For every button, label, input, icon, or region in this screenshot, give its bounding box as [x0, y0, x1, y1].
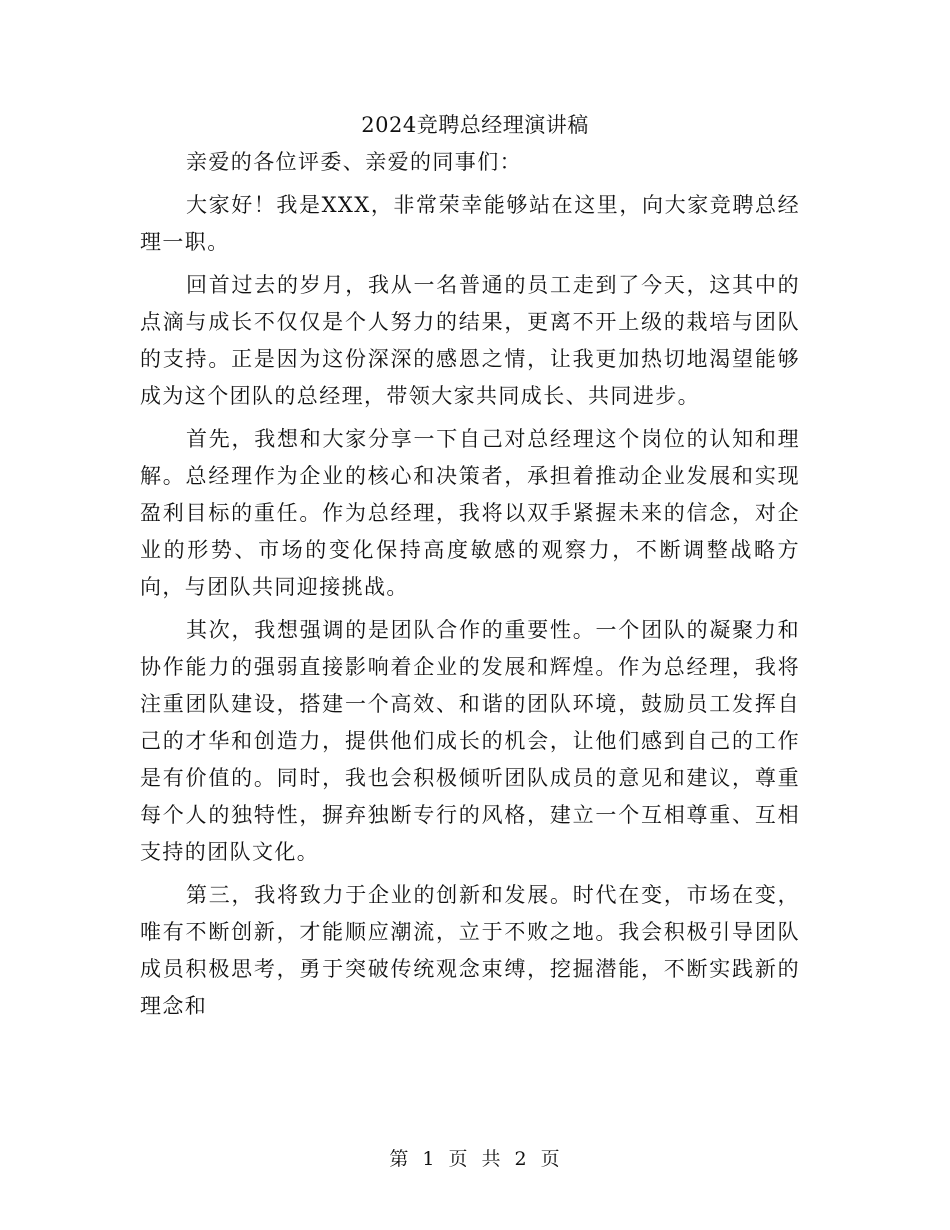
paragraph-innovation: 第三，我将致力于企业的创新和发展。时代在变，市场在变，唯有不断创新，才能顺应潮流，立于不败之地。我会积极引导团队成员积极思考，勇于突破传统观念束缚，挖掘潜能，不断实践新的理念和: [140, 883, 800, 1018]
paragraph-teamwork: 其次，我想强调的是团队合作的重要性。一个团队的凝聚力和协作能力的强弱直接影响着企业的发展和辉煌。作为总经理，我将注重团队建设，搭建一个高效、和谐的团队环境，鼓励员工发挥自己的才华和创造力，提供他们成长的机会，让他们感到自己的工作是有价值的。同时，我也会积极倾听团队成员的意见和建议，尊重每个人的独特性，摒弃独断专行的风格，建立一个互相尊重、互相支持的团队文化。: [140, 618, 800, 864]
paragraph-reflection: 回首过去的岁月，我从一名普通的员工走到了今天，这其中的点滴与成长不仅仅是个人努力的结果，更离不开上级的栽培与团队的支持。正是因为这份深深的感恩之情，让我更加热切地渴望能够成为这个团队的总经理，带领大家共同成长、共同进步。: [140, 273, 800, 408]
paragraph-greeting: 大家好！我是XXX，非常荣幸能够站在这里，向大家竞聘总经理一职。: [140, 193, 800, 254]
paragraph-salutation: 亲爱的各位评委、亲爱的同事们：: [186, 150, 522, 174]
document-body: [140, 144, 800, 1031]
paragraph-role-understanding: 首先，我想和大家分享一下自己对总经理这个岗位的认知和理解。总经理作为企业的核心和决策者，承担着推动企业发展和实现盈利目标的重任。作为总经理，我将以双手紧握未来的信念，对企业的形势、市场的变化保持高度敏感的观察力，不断调整战略方向，与团队共同迎接挑战。: [140, 427, 800, 599]
document-title: 2024竞聘总经理演讲稿: [361, 113, 589, 137]
page-number-footer: 第 1 页 共 2 页: [389, 1148, 561, 1170]
